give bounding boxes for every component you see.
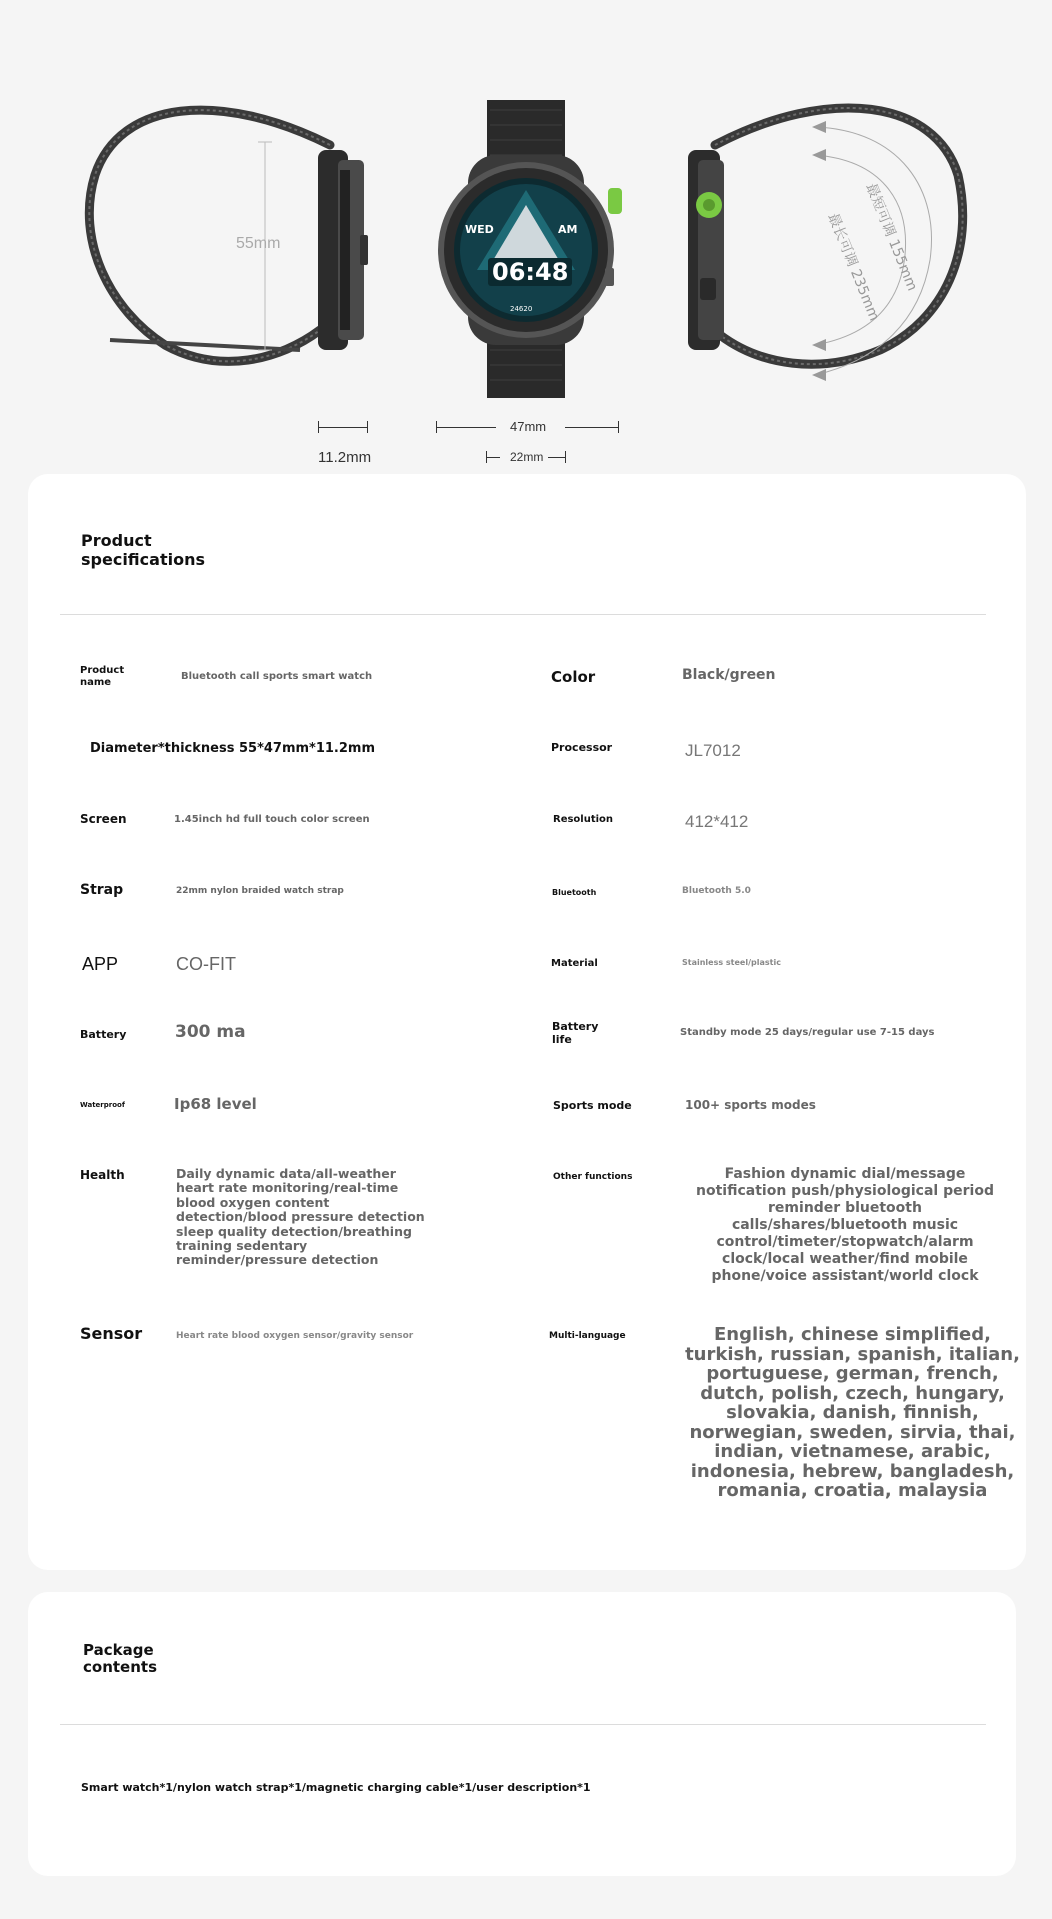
specifications-divider [60, 614, 986, 615]
product-name-label: Product name [80, 665, 125, 688]
sensor-label: Sensor [80, 1324, 143, 1343]
strap-width-tick-left [486, 451, 487, 463]
height-dimension-label: 55mm [236, 235, 281, 252]
health-value: Daily dynamic data/all-weather heart rate monitoring/real-time blood oxygen content detection/blood pressure detection sleep quality detection/breathing training sedentary reminder/pressure detection [176, 1166, 425, 1268]
strap-width-tick-right [565, 451, 566, 463]
thickness-dimension-line [318, 427, 368, 428]
specifications-title: Product specifications [81, 531, 205, 569]
sensor-value: Heart rate blood oxygen sensor/gravity sensor [176, 1331, 414, 1341]
thickness-tick-right [367, 421, 368, 433]
strap-min-length-label: 最短可调 155mm [862, 181, 921, 294]
waterproof-label: Waterproof [80, 1101, 125, 1109]
app-label: APP [82, 954, 119, 974]
other-functions-value: Fashion dynamic dial/message notification push/physiological period reminder bluetooth calls/shares/bluetooth music control/timeter/stopwatch/alarm clock/local weather/find mobile phone/voice assistant/world clock [696, 1166, 994, 1284]
material-value: Stainless steel/plastic [682, 958, 781, 967]
color-label: Color [551, 668, 596, 686]
strap-max-length-label: 最长可调 235mm [824, 211, 883, 324]
battery-value: 300 ma [175, 1022, 246, 1042]
multi-language-label: Multi-language [549, 1331, 626, 1341]
processor-value: JL7012 [685, 741, 741, 760]
product-name-value: Bluetooth call sports smart watch [181, 671, 373, 682]
package-card [28, 1592, 1016, 1876]
watch-face-day: WED [465, 223, 494, 236]
width-tick-left [436, 421, 437, 433]
health-label: Health [80, 1168, 125, 1182]
diameter-thickness-label: Diameter*thickness 55*47mm*11.2mm [90, 741, 376, 756]
strap-width-line-right [548, 457, 565, 458]
width-dimension-line-right [565, 427, 619, 428]
material-label: Material [551, 958, 598, 969]
multi-language-value: English, chinese simplified, turkish, russian, spanish, italian, portuguese, german, french, dutch, polish, czech, hungary, slovakia, danish, finnish, norwegian, sweden, sirvia, thai, indian, vietnamese, arabic, indonesia, hebrew, bangladesh, romania, croatia, malaysia [685, 1324, 1020, 1501]
watch-face-steps: 24620 [510, 305, 533, 313]
watch-face-time: 06:48 [488, 258, 572, 286]
watch-side-view-right [688, 108, 963, 381]
width-dimension-label: 47mm [510, 419, 547, 434]
screen-label: Screen [80, 812, 127, 826]
other-functions-label: Other functions [553, 1172, 633, 1182]
watch-side-view-left [89, 110, 368, 361]
product-dimension-figure [0, 0, 1052, 470]
strap-width-dimension-label: 22mm [510, 450, 544, 464]
bluetooth-value: Bluetooth 5.0 [682, 886, 751, 896]
battery-life-label: Battery life [552, 1020, 599, 1047]
thickness-dimension-label: 11.2mm [318, 449, 372, 466]
package-title: Package contents [83, 1641, 157, 1676]
watch-face-ampm: AM [558, 223, 578, 236]
processor-label: Processor [551, 741, 613, 754]
strap-width-line-left [486, 457, 500, 458]
thickness-tick-left [318, 421, 319, 433]
package-contents-value: Smart watch*1/nylon watch strap*1/magnetic charging cable*1/user description*1 [81, 1781, 591, 1794]
battery-label: Battery [80, 1028, 127, 1041]
strap-value: 22mm nylon braided watch strap [176, 886, 344, 896]
strap-label: Strap [80, 882, 124, 898]
app-value: CO-FIT [176, 954, 236, 974]
screen-value: 1.45inch hd full touch color screen [174, 814, 370, 825]
bluetooth-label: Bluetooth [552, 888, 597, 897]
resolution-label: Resolution [553, 814, 614, 825]
sports-mode-label: Sports mode [553, 1099, 632, 1112]
color-value: Black/green [682, 667, 776, 683]
watch-front-view [438, 100, 622, 398]
width-dimension-line-left [436, 427, 496, 428]
battery-life-value: Standby mode 25 days/regular use 7-15 days [680, 1027, 935, 1038]
waterproof-value: Ip68 level [174, 1095, 257, 1113]
resolution-value: 412*412 [685, 812, 749, 831]
width-tick-right [618, 421, 619, 433]
package-divider [60, 1724, 986, 1725]
sports-mode-value: 100+ sports modes [685, 1098, 816, 1112]
